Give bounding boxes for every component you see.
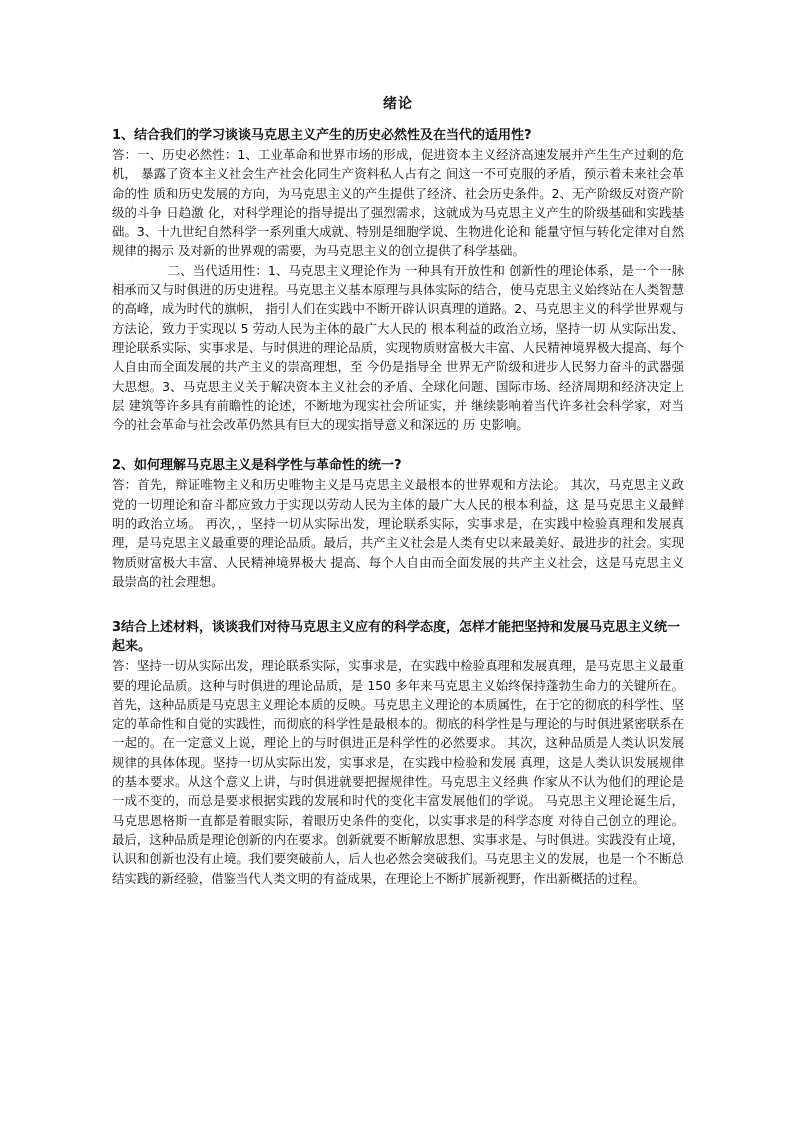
answer-1-paragraph-2: 二、当代适用性：1、马克思主义理论作为 一种具有开放性和 创新性的理论体系，是一个一脉相承而又与时俱进的历史进程。马克思主义基本原理与具体实际的结合，使马克思主义始终站在人类智慧的高峰，成为时代的旗帜， 指引人们在实践中不断开辟认识真理的道路。2、马克思主义的科学世界观与方法论，致力于实现以 5 劳动人民为主体的最广大人民的 根本利益的政治立场，坚持一切 从实际出发、理论联系实际、实事求是、与时俱进的理论品质，实现物质财富极大丰富、人民精神境界极大提高、每个人自由而全面发展的共产主义的崇高理想，至 今仍是指导全 世界无产阶级和进步人民努力奋斗的武器强大思想。3、马克思主义关于解决资本主义社会的矛盾、全球化问题、国际市场、经济周期和经济决定上层 建筑等许多具有前瞻性的论述，不断地为现实社会所证实，并 继续影响着当代许多社会科学家，对当今的社会革命与社会改革仍然具有巨大的现实指导意义和深远的 历 史影响。 <box>112 262 684 433</box>
answer-3-paragraph-1: 答：坚持一切从实际出发，理论联系实际，实事求是，在实践中检验真理和发展真理，是马克思主义最重 要的理论品质。这种与时俱进的理论品质，是 150 多年来马克思主义始终保持蓬勃生命力的关键所在。 首先，这种品质是马克思主义理论本质的反映。马克思主义理论的本质属性，在于它的彻底的科学性、坚 定的革命性和自觉的实践性，而彻底的科学性是最根本的。彻底的科学性是与理论的与时俱进紧密联系在 一起的。在一定意义上说，理论上的与时俱进正是科学性的必然要求。 其次，这种品质是人类认识发展规律的具体体现。坚持一切从实际出发，实事求是，在实践中检验和发展 真理，这是人类认识发展规律的基本要求。从这个意义上讲，与时俱进就要把握规律性。马克思主义经典 作家从不认为他们的理论是一成不变的，而总是要求根据实践的发展和时代的变化丰富发展他们的学说。 马克思主义理论诞生后，马克思恩格斯一直都是着眼实际，着眼历史条件的变化，以实事求是的科学态度 对待自己创立的理论。 最后，这种品质是理论创新的内在要求。创新就要不断解放思想、实事求是、与时俱进。实践没有止境， 认识和创新也没有止境。我们要突破前人，后人也必然会突破我们。马克思主义的发展，也是一个不断总 结实践的新经验，借鉴当代人类文明的有益成果，在理论上不断扩展新视野，作出新概括的过程。 <box>112 658 684 886</box>
section-3 <box>112 618 684 888</box>
section-2 <box>112 456 684 591</box>
section-gap <box>112 591 684 618</box>
section-gap <box>112 434 684 456</box>
page-title: 绪论 <box>383 96 413 112</box>
question-2: 2、如何理解马克思主义是科学性与革命性的统一? <box>112 458 402 474</box>
question-3: 3结合上述材料，谈谈我们对待马克思主义应有的科学态度，怎样才能把坚持和发展马克思主义统一起来。 <box>112 620 681 655</box>
question-1: 1、结合我们的学习谈谈马克思主义产生的历史必然性及在当代的适用性? <box>112 128 532 143</box>
answer-2-paragraph-1: 答：首先，辩证唯物主义和历史唯物主义是马克思主义最根本的世界观和方法论。 其次，马克思主义政党的一切理论和奋斗都应致力于实现以劳动人民为主体的最广大人民的根本利益，这 是马克思主义最鲜明的政治立场。 再次，，坚持一切从实际出发，理论联系实际，实事求是，在实践中检验真理和发展真理，是马克思主义最重要的理论品质。最后，共产主义社会是人类有史以来最美好、最进步的社会。实现物质财富极大丰富、人民精神境界极大 提高、每个人自由而全面发展的共产主义社会，这是马克思主义最崇高的社会理想。 <box>112 477 684 589</box>
section-1 <box>112 126 684 434</box>
answer-1-paragraph-1: 答：一、历史必然性：1、工业革命和世界市场的形成，促进资本主义经济高速发展并产生生产过剩的危机， 暴露了资本主义社会生产社会化同生产资料私人占有之 间这一不可克服的矛盾，预示着未来社会革命的性 质和历史发展的方向，为马克思主义的产生提供了经济、社会历史条件。2、无产阶级反对资产阶级的斗争 日趋激 化，对科学理论的指导提出了强烈需求，这就成为马克思主义产生的阶级基础和实践基础。3、十九世纪自然科学一系列重大成就、特别是细胞学说、生物进化论和 能量守恒与转化定律对自然规律的揭示 及对新的世界观的需要，为马克思主义的创立提供了科学基础。 <box>112 147 684 259</box>
